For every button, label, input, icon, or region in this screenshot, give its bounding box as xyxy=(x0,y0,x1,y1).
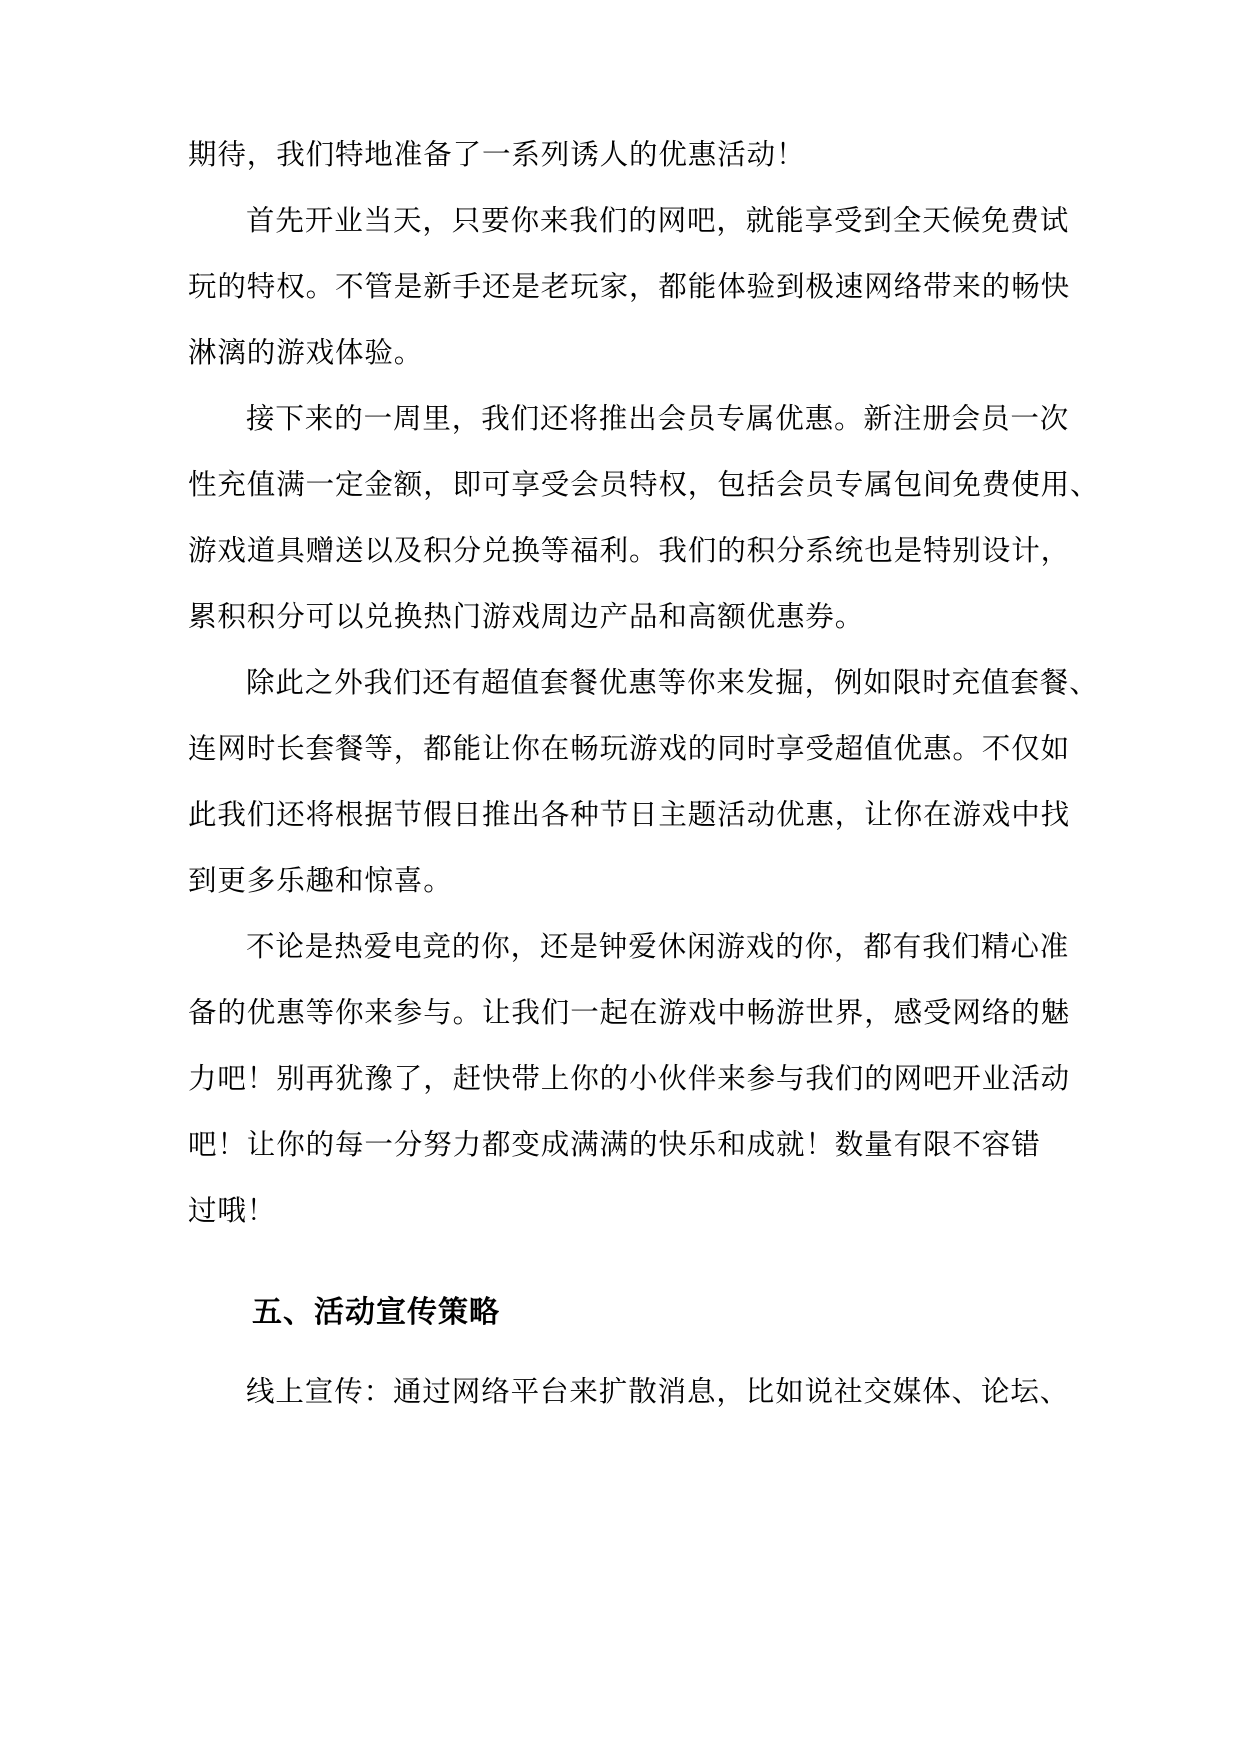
paragraph-5-line-4: 吧！让你的每一分努力都变成满满的快乐和成就！数量有限不容错 xyxy=(188,1128,1041,1161)
paragraph-5-line-5: 过哦！ xyxy=(188,1194,277,1227)
section-heading: 五、活动宣传策略 xyxy=(252,1295,500,1330)
paragraph-4-line-3: 此我们还将根据节假日推出各种节日主题活动优惠，让你在游戏中找 xyxy=(188,798,1071,831)
paragraph-5-line-1: 不论是热爱电竞的你，还是钟爱休闲游戏的你，都有我们精心准 xyxy=(246,930,1070,963)
paragraph-2-line-3: 淋漓的游戏体验。 xyxy=(188,336,424,369)
paragraph-5-line-3: 力吧！别再犹豫了，赶快带上你的小伙伴来参与我们的网吧开业活动 xyxy=(188,1062,1071,1095)
paragraph-2-line-2: 玩的特权。不管是新手还是老玩家，都能体验到极速网络带来的畅快 xyxy=(188,270,1071,303)
paragraph-2-line-1: 首先开业当天，只要你来我们的网吧，就能享受到全天候免费试 xyxy=(246,204,1070,237)
paragraph-4-line-2: 连网时长套餐等，都能让你在畅玩游戏的同时享受超值优惠。不仅如 xyxy=(188,732,1071,765)
paragraph-3-line-1: 接下来的一周里，我们还将推出会员专属优惠。新注册会员一次 xyxy=(246,402,1070,435)
paragraph-3-line-3: 游戏道具赠送以及积分兑换等福利。我们的积分系统也是特别设计， xyxy=(188,534,1071,567)
paragraph-3-line-4: 累积积分可以兑换热门游戏周边产品和高额优惠券。 xyxy=(188,600,865,633)
paragraph-1-line-1: 期待，我们特地准备了一系列诱人的优惠活动！ xyxy=(188,138,806,171)
paragraph-4-line-4: 到更多乐趣和惊喜。 xyxy=(188,864,453,897)
section-paragraph-1-line-1: 线上宣传：通过网络平台来扩散消息，比如说社交媒体、论坛、 xyxy=(246,1375,1070,1408)
paragraph-5-line-2: 备的优惠等你来参与。让我们一起在游戏中畅游世界，感受网络的魅 xyxy=(188,996,1071,1029)
paragraph-3-line-2: 性充值满一定金额，即可享受会员特权，包括会员专属包间免费使用、 xyxy=(188,468,1100,501)
paragraph-4-line-1: 除此之外我们还有超值套餐优惠等你来发掘，例如限时充值套餐、 xyxy=(246,666,1099,699)
